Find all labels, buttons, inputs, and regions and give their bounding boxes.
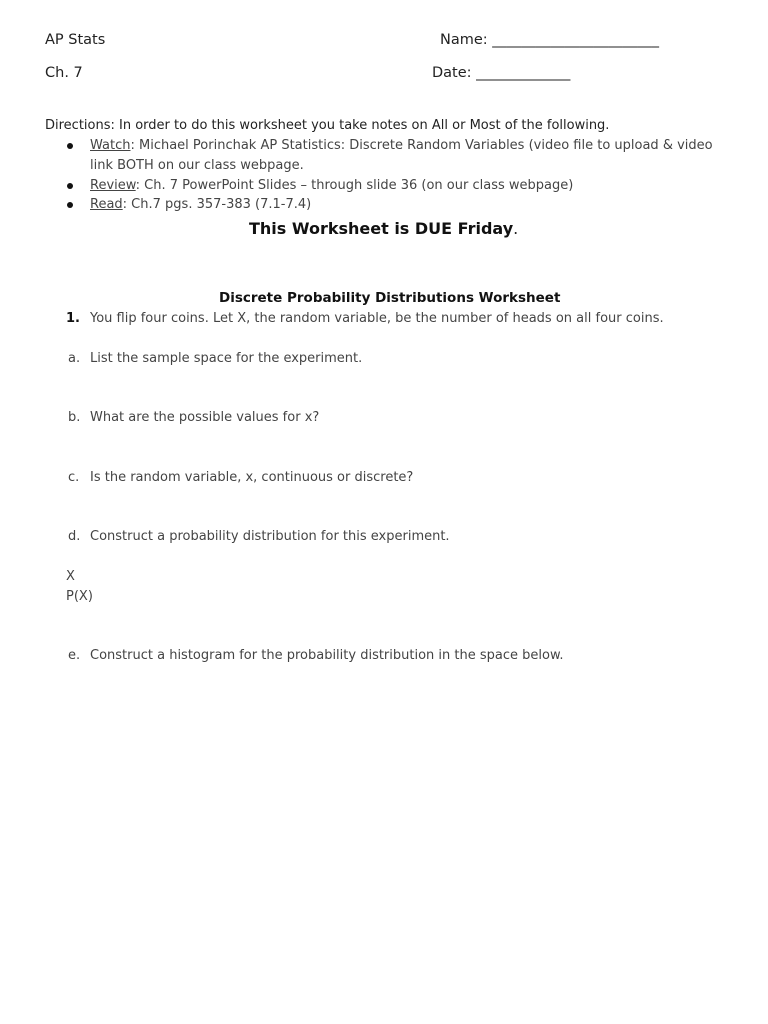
due-notice <box>249 219 518 238</box>
watch-label: Watch <box>90 138 131 153</box>
table-row-px: P(X) <box>66 589 93 604</box>
name-field <box>440 32 659 48</box>
part-c <box>68 470 413 485</box>
bullet-review <box>90 178 573 193</box>
part-a <box>68 351 362 366</box>
course-label: AP Stats <box>45 32 106 48</box>
part-text: Construct a probability distribution for this experiment. <box>90 529 450 544</box>
part-letter: a. <box>68 351 81 366</box>
date-blank: _____________ <box>476 65 571 81</box>
part-letter: d. <box>68 529 81 544</box>
due-bold: This Worksheet is DUE Friday <box>249 219 514 238</box>
bullet-dot <box>67 183 73 189</box>
date-label: Date: <box>432 65 472 81</box>
review-label: Review <box>90 178 136 193</box>
name-blank: _______________________ <box>492 32 660 48</box>
worksheet-title: Discrete Probability Distributions Worksheet <box>219 290 561 306</box>
bullet-read <box>90 197 311 212</box>
directions-intro: Directions: In order to do this worksheet you take notes on All or Most of the following. <box>45 118 610 133</box>
part-b <box>68 410 319 425</box>
watch-text: : Michael Porinchak AP Statistics: Discrete Random Variables (video file to upload & video <box>130 138 713 153</box>
bullet-watch <box>90 138 713 153</box>
part-d <box>68 529 450 544</box>
part-text: Construct a histogram for the probability distribution in the space below. <box>90 648 564 663</box>
question-number: 1. <box>66 311 80 326</box>
read-text: : Ch.7 pgs. 357-383 (7.1-7.4) <box>122 197 312 212</box>
part-letter: c. <box>68 470 80 485</box>
bullet-watch-line2: link BOTH on our class webpage. <box>90 158 304 173</box>
table-row-x: X <box>66 569 75 584</box>
due-period: . <box>513 219 519 238</box>
part-letter: b. <box>68 410 81 425</box>
read-label: Read <box>90 197 123 212</box>
review-text: : Ch. 7 PowerPoint Slides – through slide 36 (on our class webpage) <box>135 178 574 193</box>
part-text: What are the possible values for x? <box>90 410 320 425</box>
question-text: You flip four coins. Let X, the random variable, be the number of heads on all four coins. <box>90 311 664 326</box>
bullet-dot <box>67 202 73 208</box>
chapter-label: Ch. 7 <box>45 65 83 81</box>
date-field <box>432 65 570 81</box>
part-text: Is the random variable, x, continuous or discrete? <box>90 470 414 485</box>
name-label: Name: <box>440 32 488 48</box>
part-text: List the sample space for the experiment. <box>90 351 363 366</box>
bullet-dot <box>67 143 73 149</box>
question-1 <box>66 311 664 326</box>
part-e <box>68 648 564 663</box>
part-letter: e. <box>68 648 81 663</box>
